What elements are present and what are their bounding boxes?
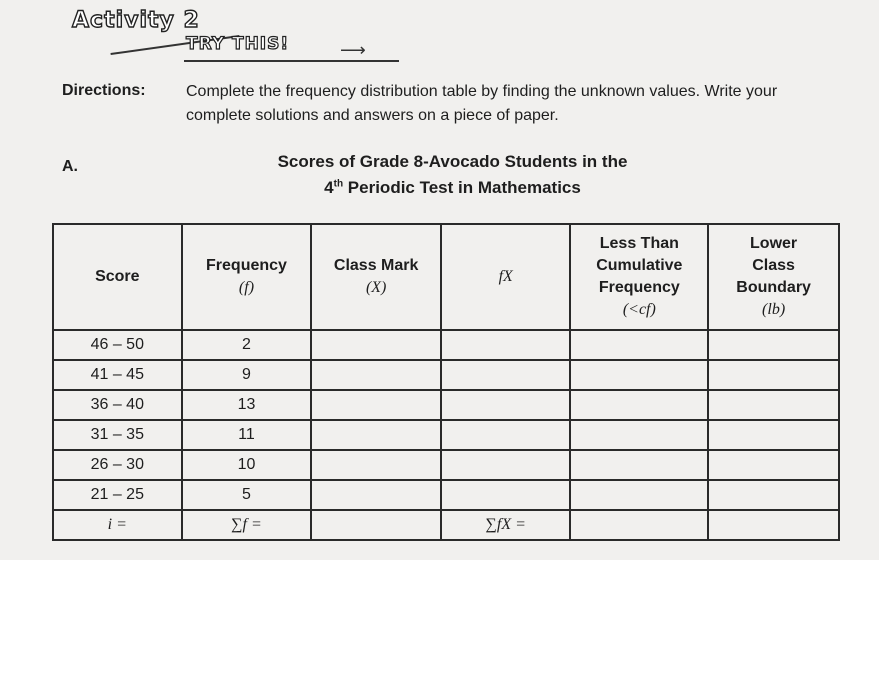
cell-lcf[interactable] (570, 480, 708, 510)
title-ordinal-suffix: th (333, 178, 344, 190)
cell-fx[interactable] (441, 420, 571, 450)
cell-score: 36 – 40 (53, 390, 182, 420)
cell-frequency: 13 (182, 390, 312, 420)
header-lb-line2: Class (752, 257, 795, 274)
header-lower-boundary (708, 224, 839, 330)
header-lb-line1: Lower (750, 235, 798, 252)
footer-blank (570, 510, 708, 540)
cell-score: 31 – 35 (53, 420, 182, 450)
title-rest: Periodic Test in Mathematics (343, 178, 581, 197)
table-title-line2 (250, 178, 655, 198)
cell-score: 41 – 45 (53, 360, 182, 390)
table-footer-row (53, 510, 839, 540)
cell-class-mark[interactable] (311, 360, 441, 390)
activity-heading: Activity 2 (72, 8, 200, 33)
header-class-mark-label: Class Mark (333, 257, 419, 274)
footer-sum-frequency: ∑f = (182, 510, 312, 540)
cell-fx[interactable] (441, 450, 571, 480)
cell-fx[interactable] (441, 480, 571, 510)
header-class-mark-symbol: (X) (365, 279, 387, 296)
header-lb-line3: Boundary (736, 279, 811, 296)
table-row (53, 450, 839, 480)
directions-text: Complete the frequency distribution table by finding the unknown values. Write your complete solutions and answers on a piece of paper. (186, 83, 778, 124)
cell-lb[interactable] (708, 480, 839, 510)
heading-underline (184, 60, 399, 62)
cell-score: 21 – 25 (53, 480, 182, 510)
cell-frequency: 9 (182, 360, 312, 390)
table-row (53, 480, 839, 510)
cell-class-mark[interactable] (311, 480, 441, 510)
header-fx-label: fX (498, 268, 513, 285)
header-score-label: Score (95, 268, 140, 285)
table-row (53, 390, 839, 420)
header-less-than-cf (570, 224, 708, 330)
table-title-line1: Scores of Grade 8-Avocado Students in the (277, 152, 628, 171)
cell-lb[interactable] (708, 450, 839, 480)
cell-frequency: 10 (182, 450, 312, 480)
cell-lb[interactable] (708, 390, 839, 420)
table-row (53, 420, 839, 450)
cell-frequency: 2 (182, 330, 312, 360)
try-this-heading: TRY THIS! (186, 34, 290, 54)
header-fx (441, 224, 571, 330)
header-class-mark (311, 224, 441, 330)
footer-sum-fx: ∑fX = (441, 510, 571, 540)
cell-lcf[interactable] (570, 360, 708, 390)
cell-score: 26 – 30 (53, 450, 182, 480)
cell-fx[interactable] (441, 330, 571, 360)
header-score (53, 224, 182, 330)
header-lcf-line3: Frequency (598, 279, 680, 296)
footer-blank (311, 510, 441, 540)
cell-class-mark[interactable] (311, 390, 441, 420)
cell-fx[interactable] (441, 390, 571, 420)
footer-blank (708, 510, 839, 540)
header-frequency-symbol: (f) (238, 279, 255, 296)
cell-fx[interactable] (441, 360, 571, 390)
cell-lb[interactable] (708, 330, 839, 360)
cell-lb[interactable] (708, 420, 839, 450)
header-lb-symbol: (lb) (762, 301, 786, 318)
table-row (53, 330, 839, 360)
cell-lcf[interactable] (570, 330, 708, 360)
arrow-icon: ⟶ (340, 40, 366, 60)
directions-label: Directions: (62, 82, 146, 99)
title-ordinal: 4 (324, 178, 334, 197)
section-label: A. (62, 158, 78, 175)
cell-class-mark[interactable] (311, 330, 441, 360)
header-lcf-line1: Less Than (599, 235, 679, 252)
header-lcf-line2: Cumulative (596, 257, 683, 274)
footer-interval-width: i = (53, 510, 182, 540)
cell-frequency: 11 (182, 420, 312, 450)
header-frequency (182, 224, 312, 330)
table-row (53, 360, 839, 390)
cell-lb[interactable] (708, 360, 839, 390)
table-header-row (53, 224, 839, 330)
frequency-distribution-table (52, 223, 840, 541)
cell-frequency: 5 (182, 480, 312, 510)
cell-lcf[interactable] (570, 450, 708, 480)
cell-lcf[interactable] (570, 390, 708, 420)
header-lcf-symbol: (<cf) (622, 301, 656, 318)
cell-lcf[interactable] (570, 420, 708, 450)
header-frequency-label: Frequency (206, 257, 287, 274)
cell-score: 46 – 50 (53, 330, 182, 360)
cell-class-mark[interactable] (311, 450, 441, 480)
cell-class-mark[interactable] (311, 420, 441, 450)
